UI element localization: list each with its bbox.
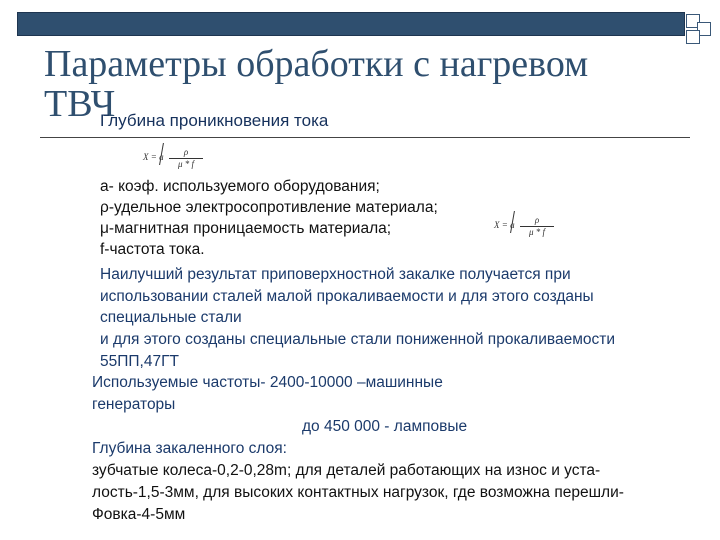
body-line: до 450 000 - ламповые (302, 418, 468, 435)
formula-numerator: ρ (534, 215, 540, 225)
body-line: ρ-удельное электросопротивление материала; (100, 199, 438, 216)
body-line: Глубина закаленного слоя: (92, 440, 287, 457)
formula-main (143, 147, 195, 169)
body-line: а- коэф. используемого оборудования; (100, 178, 380, 195)
formula-lhs: X = a (494, 220, 515, 230)
divider (40, 137, 690, 138)
body-line: зубчатые колеса-0,2-0,28m; для деталей работающих на износ и уста- (92, 462, 601, 479)
formula-side (494, 215, 546, 237)
title-line-1: Параметры обработки с нагревом (44, 43, 589, 85)
body-line: Наилучший результат приповерхностной закалке получается при (100, 266, 571, 283)
body-line: Используемые частоты- 2400-10000 –машинные (92, 374, 443, 391)
subtitle: Глубина проникновения тока (100, 111, 329, 130)
body-line: и для этого созданы специальные стали пониженной прокаливаемости (100, 331, 615, 348)
body-line: специальные стали (100, 309, 242, 326)
body-line: использовании сталей малой прокаливаемости и для этого созданы (100, 288, 594, 305)
corner-square-icon (686, 30, 700, 44)
formula-fraction (169, 147, 203, 170)
formula-denominator: μ * f (177, 159, 195, 169)
body-line: 55ПП,47ГТ (100, 353, 179, 370)
title-bar-decoration (17, 12, 685, 36)
title-line-2: ТВЧ (44, 83, 116, 125)
formula-fraction (520, 215, 554, 238)
body-line: Фовка-4-5мм (92, 506, 186, 523)
body-line: f-частота тока. (100, 241, 205, 258)
formula-lhs: X = a (143, 152, 164, 162)
body-line: генераторы (92, 396, 176, 413)
formula-numerator: ρ (183, 147, 189, 157)
formula-denominator: μ * f (528, 227, 546, 237)
body-line: лость-1,5-3мм, для высоких контактных нагрузок, где возможна перешли- (92, 484, 624, 501)
body-line: μ-магнитная проницаемость материала; (100, 220, 392, 237)
